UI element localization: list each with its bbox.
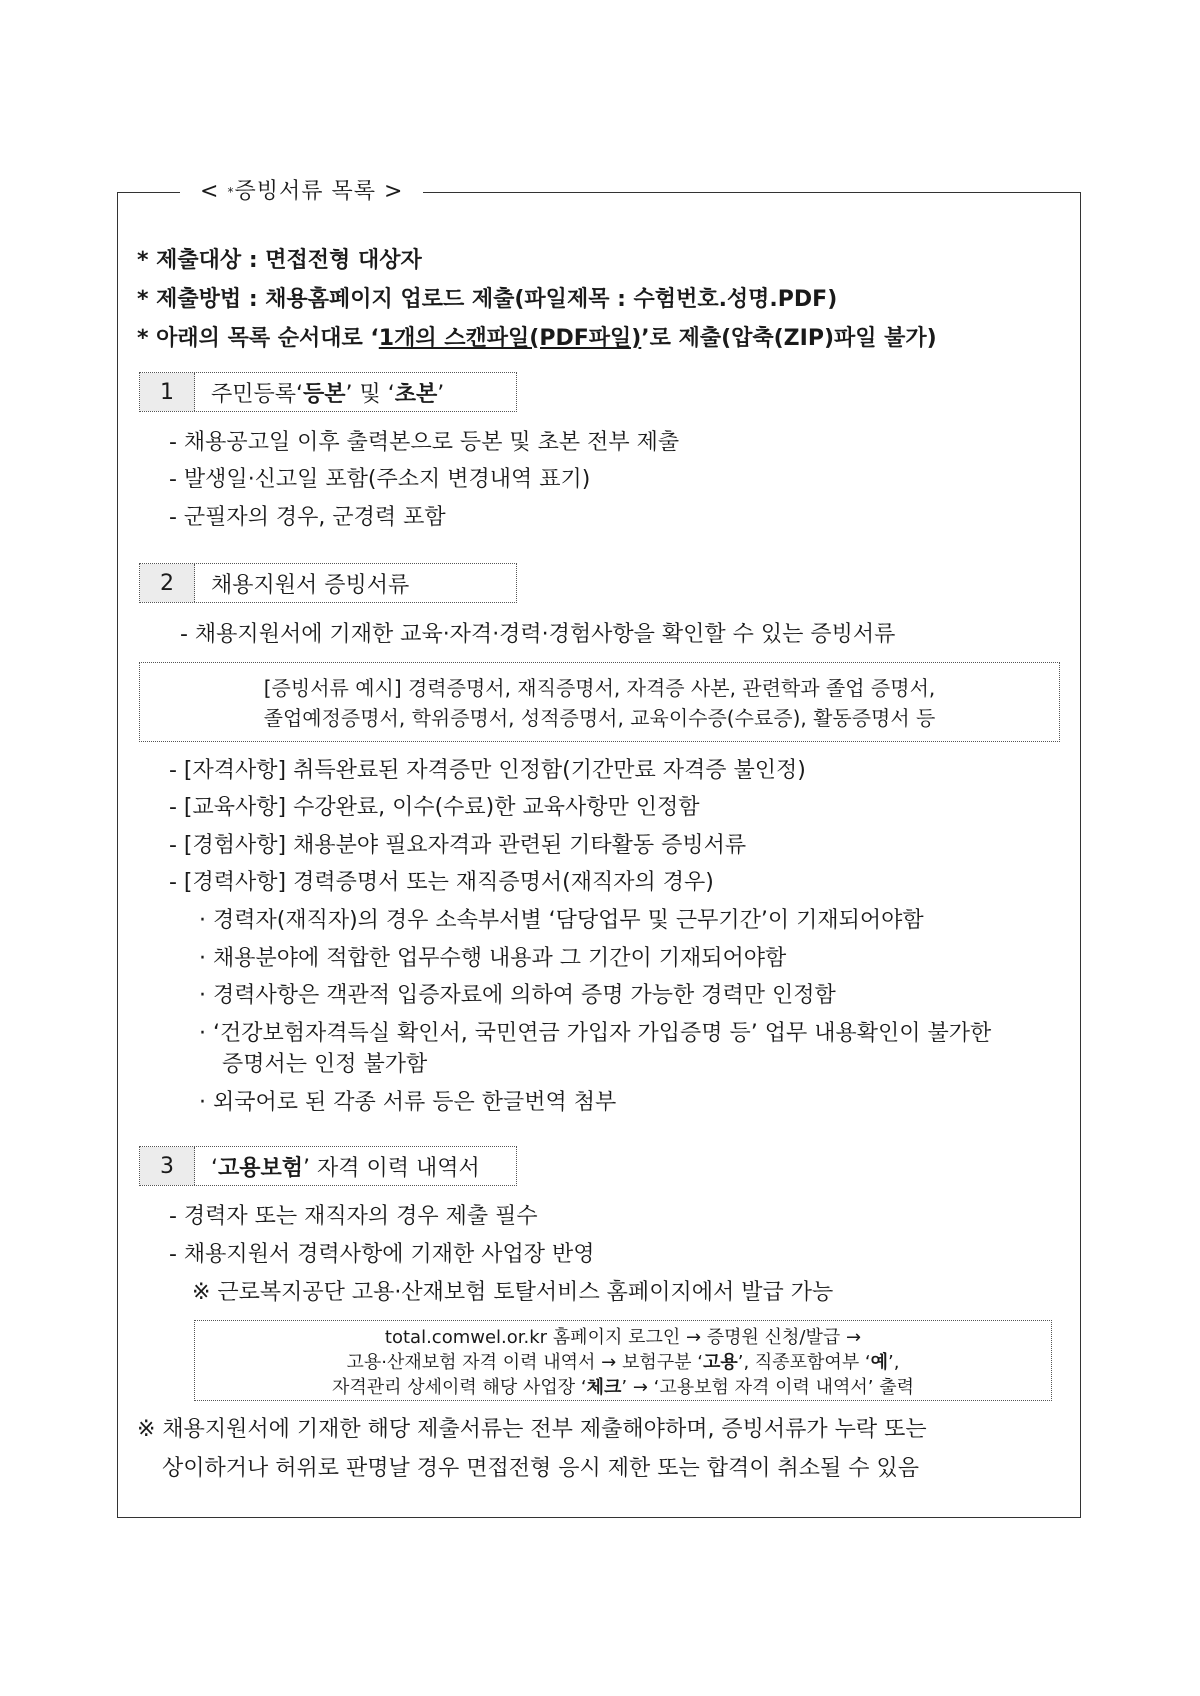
section-2-label: 채용지원서 증빙서류 [211, 572, 410, 598]
title-star: * [227, 185, 235, 199]
steps-line: 고용·산재보험 자격 이력 내역서 → 보험구분 ‘고용’, 직종포함여부 ‘예’, [346, 1352, 900, 1373]
section-3-item: - 경력자 또는 재직자의 경우 제출 필수 [169, 1204, 538, 1229]
intro-line-2: * 제출방법 : 채용홈페이지 업로드 제출(파일제목 : 수험번호.성명.PDF) [137, 287, 838, 312]
example-line: 졸업예정증명서, 학위증명서, 성적증명서, 교육이수증(수료증), 활동증명서 등 [263, 706, 936, 730]
section-2-bullet: · 경력자(재직자)의 경우 소속부서별 ‘담당업무 및 근무기간’이 기재되어야함 [199, 908, 924, 933]
section-1-item: - 군필자의 경우, 군경력 포함 [169, 505, 446, 530]
section-1-header [139, 372, 517, 412]
section-2-bullet: · 경력사항은 객관적 입증자료에 의하여 증명 가능한 경력만 인정함 [199, 983, 836, 1008]
section-2-bullet: · ‘건강보험자격득실 확인서, 국민연금 가입자 가입증명 등’ 업무 내용확인이 불가한 [199, 1021, 992, 1046]
section-2-bullet: · 채용분야에 적합한 업무수행 내용과 그 기간이 기재되어야함 [199, 946, 787, 971]
section-3-item: - 채용지원서 경력사항에 기재한 사업장 반영 [169, 1242, 595, 1267]
intro-line-3: * 아래의 목록 순서대로 ‘1개의 스캔파일(PDF파일)’로 제출(압축(ZIP)파일 불가) [137, 326, 937, 351]
section-1-number: 1 [140, 373, 195, 411]
section-2-item: - [자격사항] 취득완료된 자격증만 인정함(기간만료 자격증 불인정) [169, 758, 806, 783]
title-text: 증빙서류 목록 [234, 179, 376, 204]
section-3-number: 3 [140, 1147, 195, 1185]
section-2-item: - [경력사항] 경력증명서 또는 재직증명서(재직자의 경우) [169, 870, 714, 895]
section-2-lead: - 채용지원서에 기재한 교육·자격·경력·경험사항을 확인할 수 있는 증빙서류 [180, 622, 896, 647]
section-2-bullet: · 외국어로 된 각종 서류 등은 한글번역 첨부 [199, 1090, 617, 1115]
footer-line-2: 상이하거나 허위로 판명날 경우 면접전형 응시 제한 또는 합격이 취소될 수 있음 [162, 1456, 919, 1481]
steps-box [194, 1320, 1052, 1401]
section-2-item: - [교육사항] 수강완료, 이수(수료)한 교육사항만 인정함 [169, 795, 700, 820]
example-line: [증빙서류 예시] 경력증명서, 재직증명서, 자격증 사본, 관련학과 졸업 증명서, [263, 676, 936, 700]
intro-line-1: * 제출대상 : 면접전형 대상자 [137, 248, 422, 273]
steps-line: 자격관리 상세이력 해당 사업장 ‘체크’ → ‘고용보험 자격 이력 내역서’ 출력 [331, 1377, 915, 1398]
section-1-item: - 발생일·신고일 포함(주소지 변경내역 표기) [169, 467, 591, 492]
footer-line-1: ※ 채용지원서에 기재한 해당 제출서류는 전부 제출해야하며, 증빙서류가 누락 또는 [137, 1417, 927, 1442]
section-1-item: - 채용공고일 이후 출력본으로 등본 및 초본 전부 제출 [169, 430, 680, 455]
section-3-label: ‘고용보험’ 자격 이력 내역서 [211, 1155, 480, 1181]
section-2-header [139, 563, 517, 603]
steps-line: total.comwel.or.kr 홈페이지 로그인 → 증명원 신청/발급 → [384, 1327, 862, 1348]
section-1-label: 주민등록‘등본’ 및 ‘초본’ [211, 381, 445, 407]
section-2-number: 2 [140, 564, 195, 602]
section-3-header [139, 1146, 517, 1186]
example-box [139, 662, 1060, 742]
section-3-note: ※ 근로복지공단 고용·산재보험 토탈서비스 홈페이지에서 발급 가능 [192, 1280, 834, 1305]
section-2-bullet-cont: 증명서는 인정 불가함 [222, 1052, 428, 1077]
frame-title: < *증빙서류 목록 > [180, 172, 423, 212]
section-2-item: - [경험사항] 채용분야 필요자격과 관련된 기타활동 증빙서류 [169, 833, 747, 858]
intro-underline: 1개의 스캔파일(PDF파일) [378, 326, 642, 351]
